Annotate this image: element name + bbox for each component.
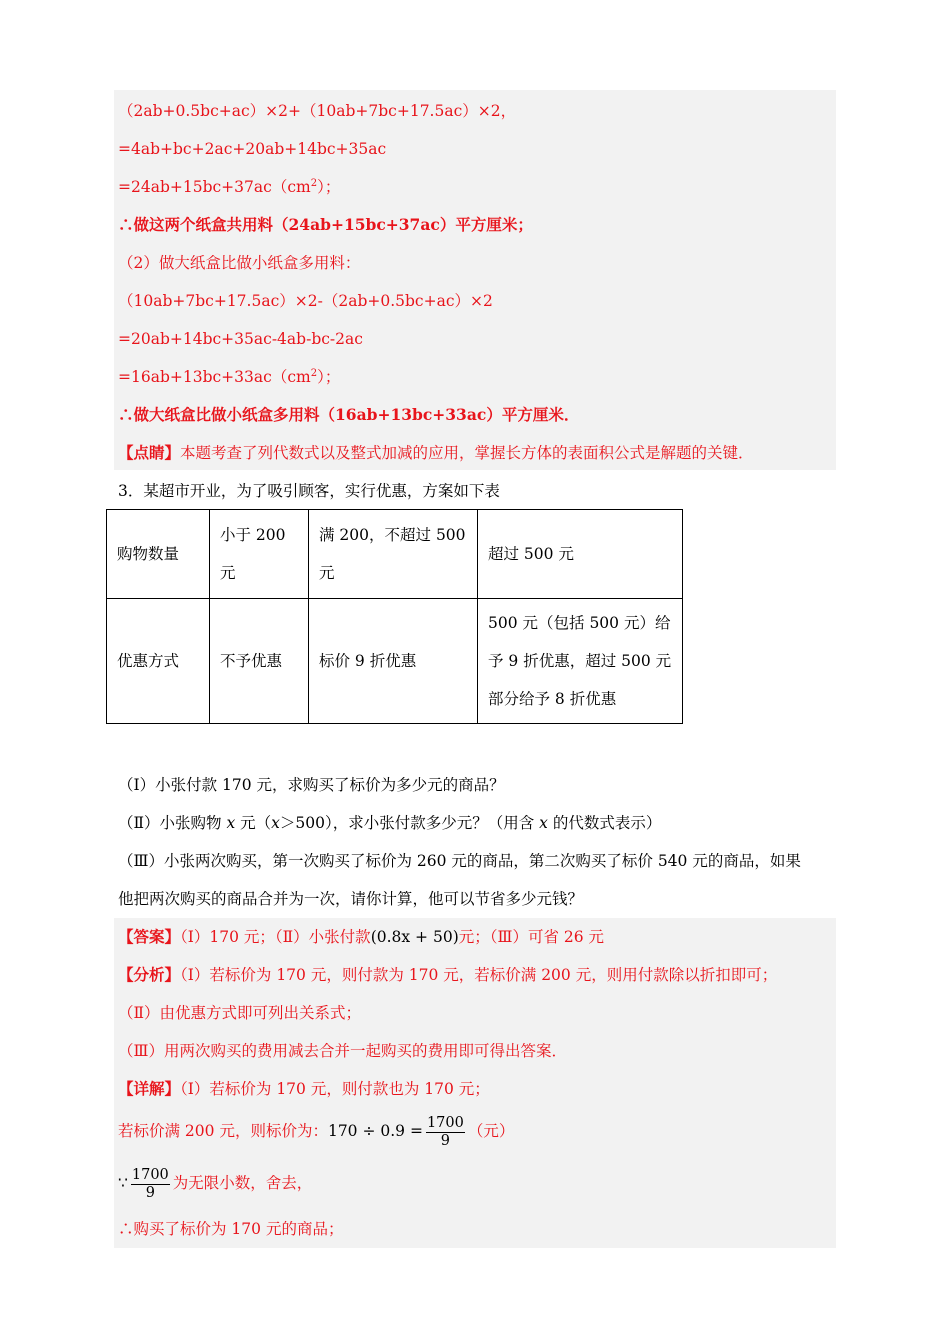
answer-tag: 【答案】 — [118, 927, 181, 946]
discount-table — [106, 509, 683, 724]
q2-text-a: （Ⅱ）小张购物 — [118, 814, 227, 832]
comment-tag: 【点睛】 — [118, 443, 181, 462]
solution-line-9: ∴做大纸盒比做小纸盒多用料（16ab+13bc+33ac）平方厘米． — [118, 405, 580, 424]
solution-line-8 — [118, 367, 340, 387]
q2-var-x: x — [226, 814, 236, 832]
answer-text-b: 元；（Ⅲ）可省 26 元 — [458, 928, 605, 946]
question-3-part-1: （Ⅰ）小张付款 170 元，求购买了标价为多少元的商品？ — [118, 776, 505, 794]
detail-text-2b: （元） — [467, 1122, 515, 1140]
because-symbol: ∵ — [118, 1174, 128, 1192]
detail-line-4: ∴购买了标价为 170 元的商品； — [118, 1220, 344, 1238]
solution-line-8-main: =16ab+13bc+33ac（cm — [118, 368, 311, 386]
table-cell: 不予优惠 — [210, 599, 309, 724]
detail-text-1: （Ⅰ）若标价为 170 元，则付款也为 170 元； — [180, 1080, 490, 1098]
solution-line-3 — [118, 177, 340, 197]
detail-line-2 — [118, 1113, 514, 1150]
table-cell: 优惠方式 — [107, 599, 210, 724]
q2-text-b: 元（ — [235, 814, 272, 832]
solution-line-2: =4ab+bc+2ac+20ab+14bc+35ac — [118, 140, 387, 158]
detail-line-3 — [118, 1165, 312, 1202]
analysis-line-3: （Ⅲ）用两次购买的费用减去合并一起购买的费用即可得出答案． — [118, 1042, 567, 1060]
q2-text-f: 的代数式表示） — [547, 814, 662, 832]
detail-line-1 — [118, 1079, 490, 1099]
fraction — [131, 1167, 170, 1202]
table-cell: 购物数量 — [107, 510, 210, 599]
fraction-denominator: 9 — [145, 1184, 155, 1201]
analysis-line-1 — [118, 965, 777, 985]
fraction — [426, 1115, 465, 1150]
detail-expression: 170 ÷ 0.9 = — [327, 1122, 423, 1140]
solution-line-3-main: =24ab+15bc+37ac（cm — [118, 178, 311, 196]
table-row — [107, 599, 683, 724]
question-3-title: 3．某超市开业，为了吸引顾客，实行优惠，方案如下表 — [118, 482, 500, 500]
table-cell: 标价 9 折优惠 — [309, 599, 478, 724]
q2-var-x: x — [271, 814, 280, 832]
answer-text-a: （Ⅰ）170 元；（Ⅱ）小张付款 — [180, 928, 371, 946]
analysis-line-2: （Ⅱ）由优惠方式即可列出关系式； — [118, 1004, 362, 1022]
table-cell: 500 元（包括 500 元）给予 9 折优惠，超过 500 元部分给予 8 折优惠 — [478, 599, 683, 724]
solution-line-4: ∴做这两个纸盒共用料（24ab+15bc+37ac）平方厘米； — [118, 215, 533, 234]
table-cell: 满 200，不超过 500 元 — [309, 510, 478, 599]
solution-line-3-sup: 2 — [310, 177, 318, 189]
question-3-part-2 — [118, 813, 661, 833]
analysis-tag: 【分析】 — [118, 965, 181, 984]
question-3-part-3-line-2: 他把两次购买的商品合并为一次，请你计算，他可以节省多少元钱？ — [118, 890, 584, 908]
table-cell: 超过 500 元 — [478, 510, 683, 599]
comment-text: 本题考查了列代数式以及整式加减的应用，掌握长方体的表面积公式是解题的关键． — [180, 444, 754, 462]
fraction-denominator: 9 — [440, 1132, 451, 1149]
answer-line — [118, 927, 604, 947]
fraction-numerator: 1700 — [131, 1166, 169, 1183]
solution-line-6: （10ab+7bc+17.5ac）×2-（2ab+0.5bc+ac）×2 — [118, 292, 493, 310]
detail-tag: 【详解】 — [118, 1079, 181, 1098]
analysis-text-1: （Ⅰ）若标价为 170 元，则付款为 170 元，若标价满 200 元，则用付款除以折扣即可； — [180, 966, 778, 984]
answer-expression: (0.8x + 50) — [370, 928, 459, 946]
detail-text-2a: 若标价满 200 元，则标价为： — [118, 1122, 328, 1140]
q2-text-d: ＞500），求小张付款多少元？（用含 — [279, 814, 540, 832]
fraction-numerator: 1700 — [426, 1114, 464, 1131]
table-row — [107, 510, 683, 599]
solution-line-1: （2ab+0.5bc+ac）×2+（10ab+7bc+17.5ac）×2， — [118, 102, 517, 120]
solution-line-8-end: ）； — [317, 368, 341, 386]
solution-line-8-sup: 2 — [310, 367, 318, 379]
solution-line-5: （2）做大纸盒比做小纸盒多用料： — [118, 254, 361, 272]
solution-line-3-end: ）； — [317, 178, 341, 196]
detail-text-3: 为无限小数，舍去， — [172, 1174, 313, 1192]
table-cell: 小于 200 元 — [210, 510, 309, 599]
solution-line-7: =20ab+14bc+35ac-4ab-bc-2ac — [118, 330, 363, 348]
question-3-part-3-line-1: （Ⅲ）小张两次购买，第一次购买了标价为 260 元的商品，第二次购买了标价 540 元的商品，如果 — [118, 852, 801, 870]
q2-var-x: x — [539, 814, 548, 832]
comment-line — [118, 443, 754, 463]
